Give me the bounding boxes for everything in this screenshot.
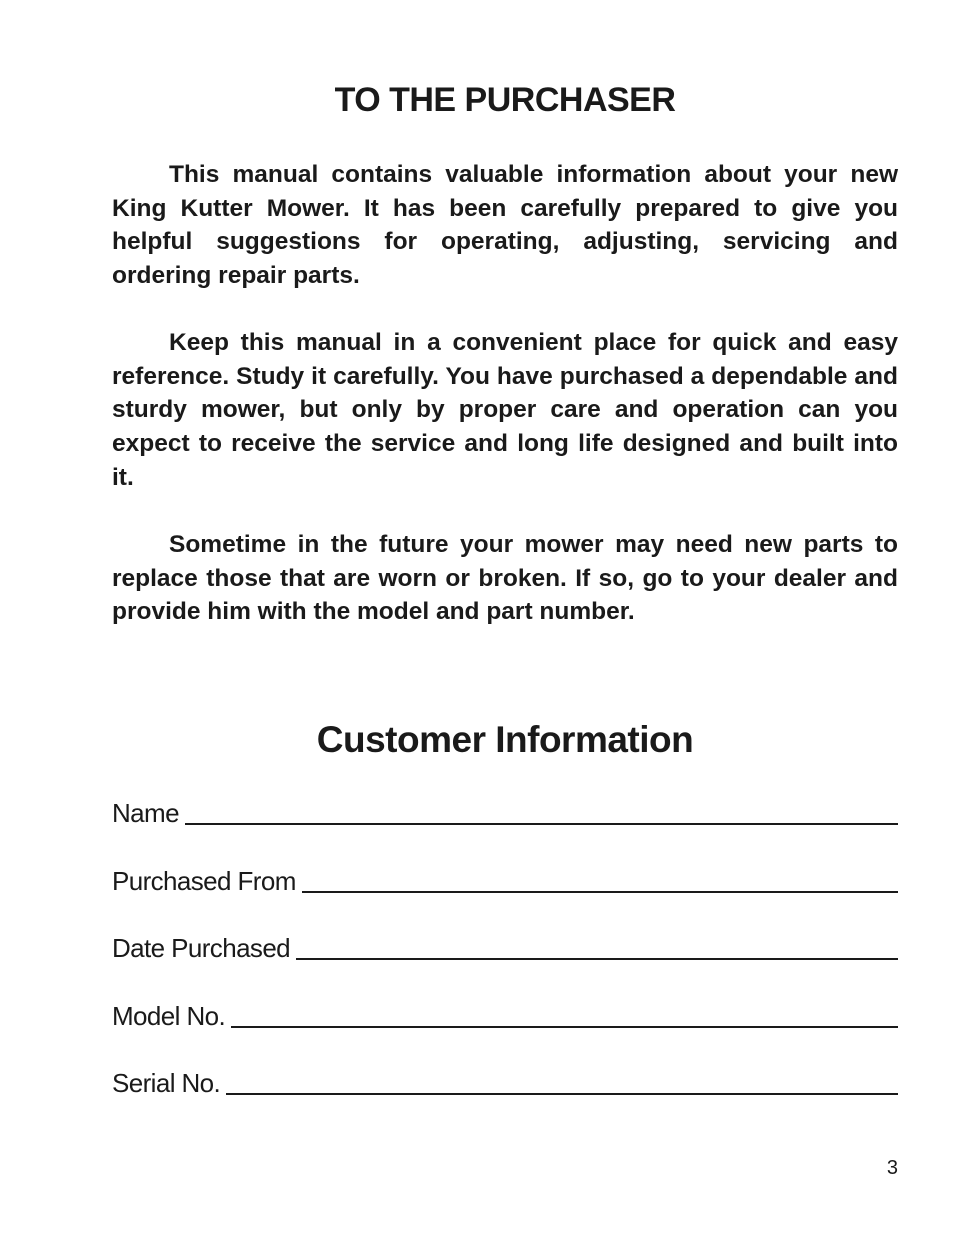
purchased-from-label: Purchased From	[112, 866, 296, 896]
parts-paragraph: Sometime in the future your mower may need new parts to replace those that are worn or broken. If so, go to your dealer and provide him with the model and part number.	[112, 531, 898, 626]
customer-information-title: Customer Information	[316, 719, 694, 760]
purchased-from-blank-line[interactable]	[302, 890, 898, 893]
date-purchased-field[interactable]	[112, 931, 898, 963]
name-label: Name	[112, 798, 179, 828]
serial-no-field[interactable]	[112, 1066, 898, 1098]
name-blank-line[interactable]	[185, 822, 898, 825]
serial-no-blank-line[interactable]	[226, 1092, 898, 1095]
date-purchased-blank-line[interactable]	[296, 957, 898, 960]
name-field[interactable]	[112, 796, 898, 828]
intro-paragraph: This manual contains valuable information about your new King Kutter Mower. It has been carefully prepared to give you helpful suggestions for operating, adjusting, servicing and ordering repair parts.	[112, 161, 898, 290]
model-no-label: Model No.	[112, 1001, 226, 1031]
purchased-from-field[interactable]	[112, 864, 898, 896]
model-no-field[interactable]	[112, 999, 898, 1031]
page-number: 3	[886, 1157, 898, 1179]
model-no-blank-line[interactable]	[231, 1025, 898, 1028]
page-title: TO THE PURCHASER	[334, 81, 676, 119]
date-purchased-label: Date Purchased	[112, 933, 291, 963]
care-paragraph: Keep this manual in a convenient place for quick and easy reference. Study it carefully. You have purchased a dependable and sturdy mower, but only by proper care and operation can you expect to receive the service and long life designed and built into it.	[112, 329, 898, 491]
serial-no-label: Serial No.	[112, 1068, 221, 1098]
